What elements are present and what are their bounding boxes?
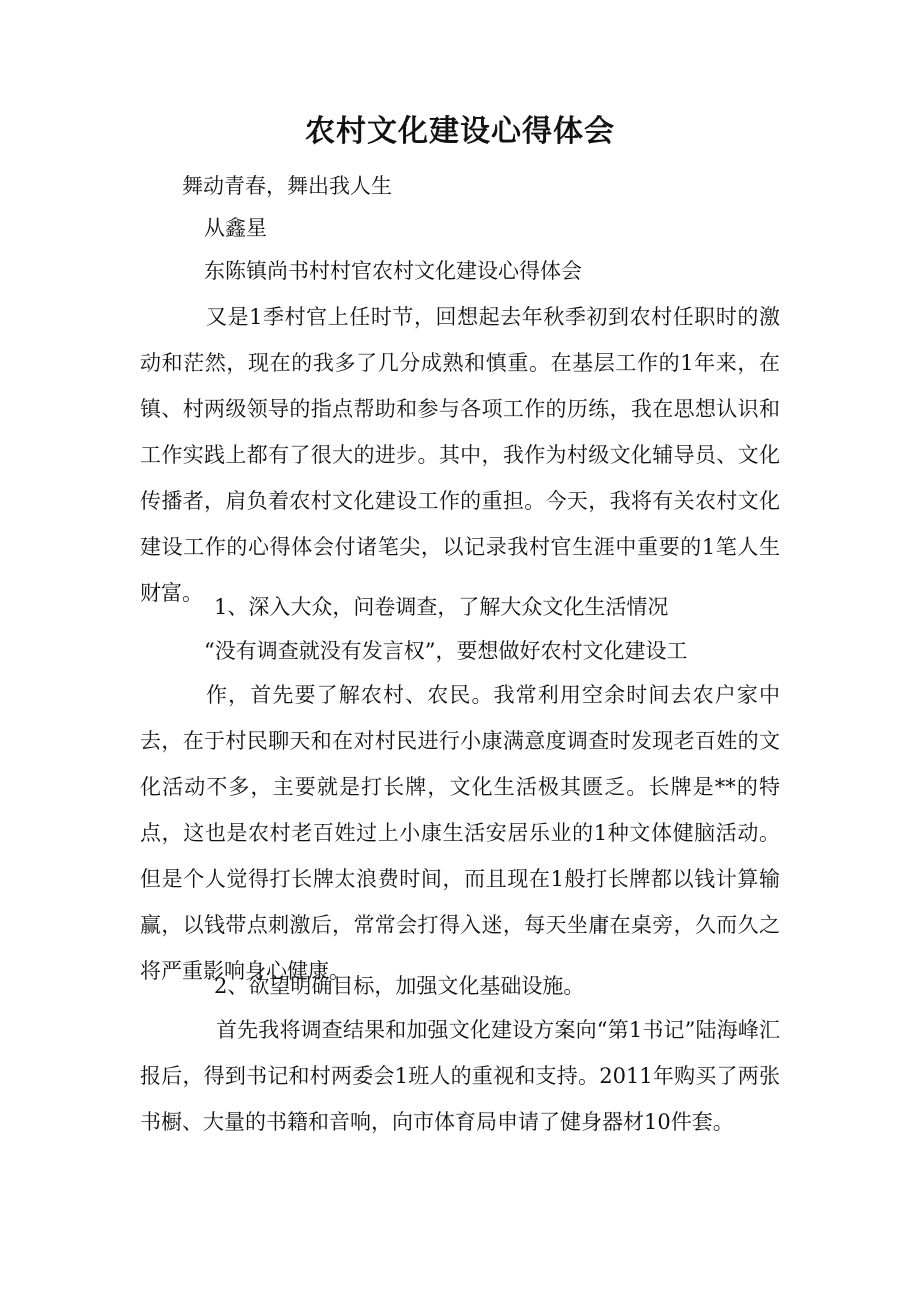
author-name: 从鑫星 (204, 216, 267, 240)
document-subtitle: 舞动青春，舞出我人生 (182, 174, 392, 198)
section-2-body: 首先我将调查结果和加强文化建设方案向“第1书记”陆海峰汇报后，得到书记和村两委会1班人的重视和支持。2011年购买了两张书橱、大量的书籍和音响，向市体育局申请了健身器材10件套。 (140, 1018, 780, 1134)
section-2-heading: 2、欲望明确目标，加强文化基础设施。 (214, 974, 585, 998)
document-title: 农村文化建设心得体会 (305, 114, 615, 149)
section-1-quote-line: “没有调查就没有发言权”，要想做好农村文化建设工 (204, 639, 688, 663)
section-1-body: 作，首先要了解农村、农民。我常利用空余时间去农户家中去，在于村民聊天和在对村民进行小康满意度调查时发现老百姓的文化活动不多，主要就是打长牌，文化生活极其匮乏。长牌是**的特点，这也是农村老百姓过上小康生活安居乐业的1种文体健脑活动。但是个人觉得打长牌太浪费时间，而且现在1般打长牌都以钱计算输赢，以钱带点刺激后，常常会打得入迷，每天坐庸在桌旁，久而久之将严重影响身心健康。 (140, 683, 780, 983)
section-1-heading: 1、深入大众，问卷调查，了解大众文化生活情况 (214, 595, 669, 619)
source-heading: 东陈镇尚书村村官农村文化建设心得体会 (204, 259, 582, 283)
paragraph-intro: 又是1季村官上任时节，回想起去年秋季初到农村任职时的激动和茫然，现在的我多了几分成熟和慎重。在基层工作的1年来，在镇、村两级领导的指点帮助和参与各项工作的历练，我在思想认识和工作实践上都有了很大的进步。其中，我作为村级文化辅导员、文化传播者，肩负着农村文化建设工作的重担。今天，我将有关农村文化建设工作的心得体会付诸笔尖，以记录我村官生涯中重要的1笔人生财富。 (140, 305, 780, 605)
